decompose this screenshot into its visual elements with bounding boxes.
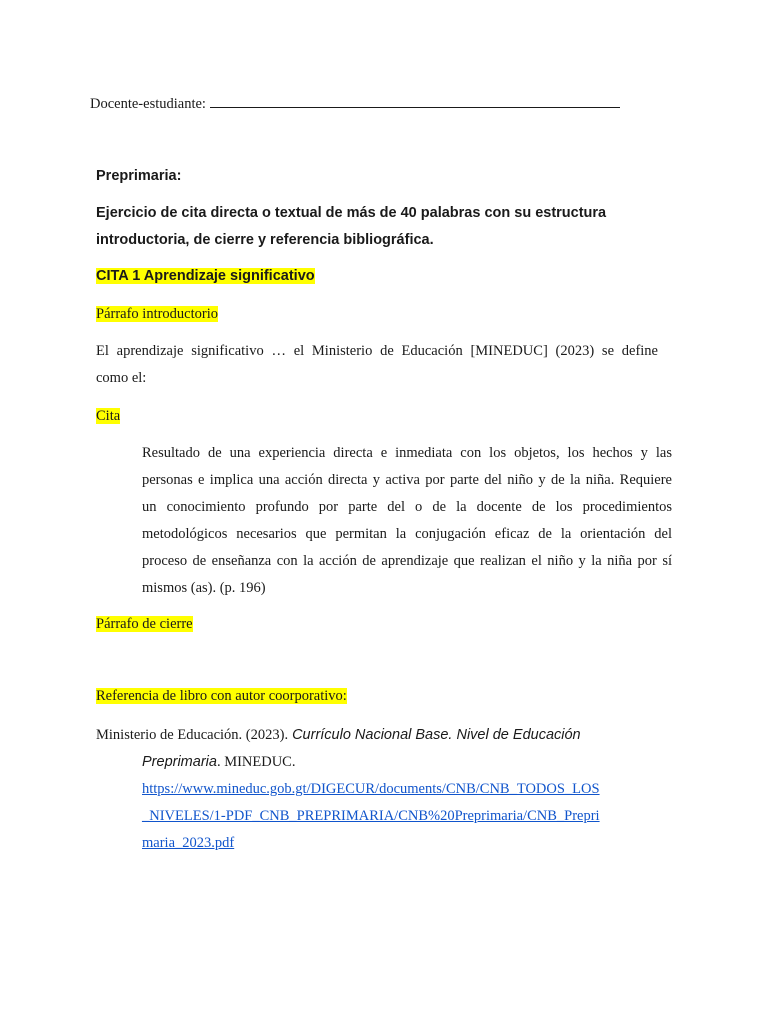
reference-entry-line-2 xyxy=(142,753,295,771)
closing-label xyxy=(96,616,193,633)
reference-label-text: Referencia de libro con autor coorporativo: xyxy=(96,688,347,704)
reference-publisher: . MINEDUC. xyxy=(216,754,296,770)
cita-heading xyxy=(96,268,315,284)
quote-line: personas e implica una acción directa y activa por parte del niño y de la niña. Requiere xyxy=(142,472,672,488)
reference-entry-line-1 xyxy=(96,726,581,744)
level-title: Preprimaria: xyxy=(96,168,182,184)
quote-line: Resultado de una experiencia directa e inmediata con los objetos, los hechos y las xyxy=(142,445,672,461)
reference-title: Currículo Nacional Base. Nivel de Educación xyxy=(292,727,581,743)
intro-label-text: Párrafo introductorio xyxy=(96,306,219,322)
reference-label xyxy=(96,688,347,705)
reference-title-continued: Preprimaria xyxy=(142,754,217,770)
intro-label xyxy=(96,306,218,323)
teacher-student-line xyxy=(90,94,620,113)
closing-label-text: Párrafo de cierre xyxy=(96,616,193,632)
teacher-student-label: Docente-estudiante: xyxy=(90,96,206,112)
reference-url-link[interactable]: https://www.mineduc.gob.gt/DIGECUR/documents/CNB/CNB_TODOS_LOS xyxy=(142,781,600,797)
name-blank-field[interactable] xyxy=(210,94,620,108)
exercise-description-line-1: Ejercicio de cita directa o textual de más de 40 palabras con su estructura xyxy=(96,205,607,221)
reference-url-line[interactable] xyxy=(142,834,234,852)
quote-line: metodológicos necesarios que permitan la conjugación eficaz de la orientación del xyxy=(142,526,672,542)
reference-url-line[interactable] xyxy=(142,807,600,825)
quote-line: un conocimiento profundo por parte del o de la docente de los procedimientos xyxy=(142,499,672,515)
reference-url-link[interactable]: maria_2023.pdf xyxy=(142,835,235,851)
quote-line: proceso de enseñanza con la acción de aprendizaje que realizan el niño y la niña por sí xyxy=(142,553,672,569)
reference-url-line[interactable] xyxy=(142,780,600,798)
quote-line: mismos (as). (p. 196) xyxy=(142,580,266,596)
reference-author-year: Ministerio de Educación. (2023). xyxy=(96,727,289,743)
quote-label-text: Cita xyxy=(96,408,121,424)
quote-label xyxy=(96,408,120,425)
reference-url-link[interactable]: _NIVELES/1-PDF_CNB_PREPRIMARIA/CNB%20Preprimaria/CNB_Prepri xyxy=(142,808,600,824)
intro-paragraph-line-1: El aprendizaje significativo … el Ministerio de Educación [MINEDUC] (2023) se define xyxy=(96,343,658,359)
intro-paragraph-line-2: como el: xyxy=(96,370,147,386)
cita-heading-text: CITA 1 Aprendizaje significativo xyxy=(96,268,315,284)
exercise-description-line-2: introductoria, de cierre y referencia bibliográfica. xyxy=(96,232,434,248)
